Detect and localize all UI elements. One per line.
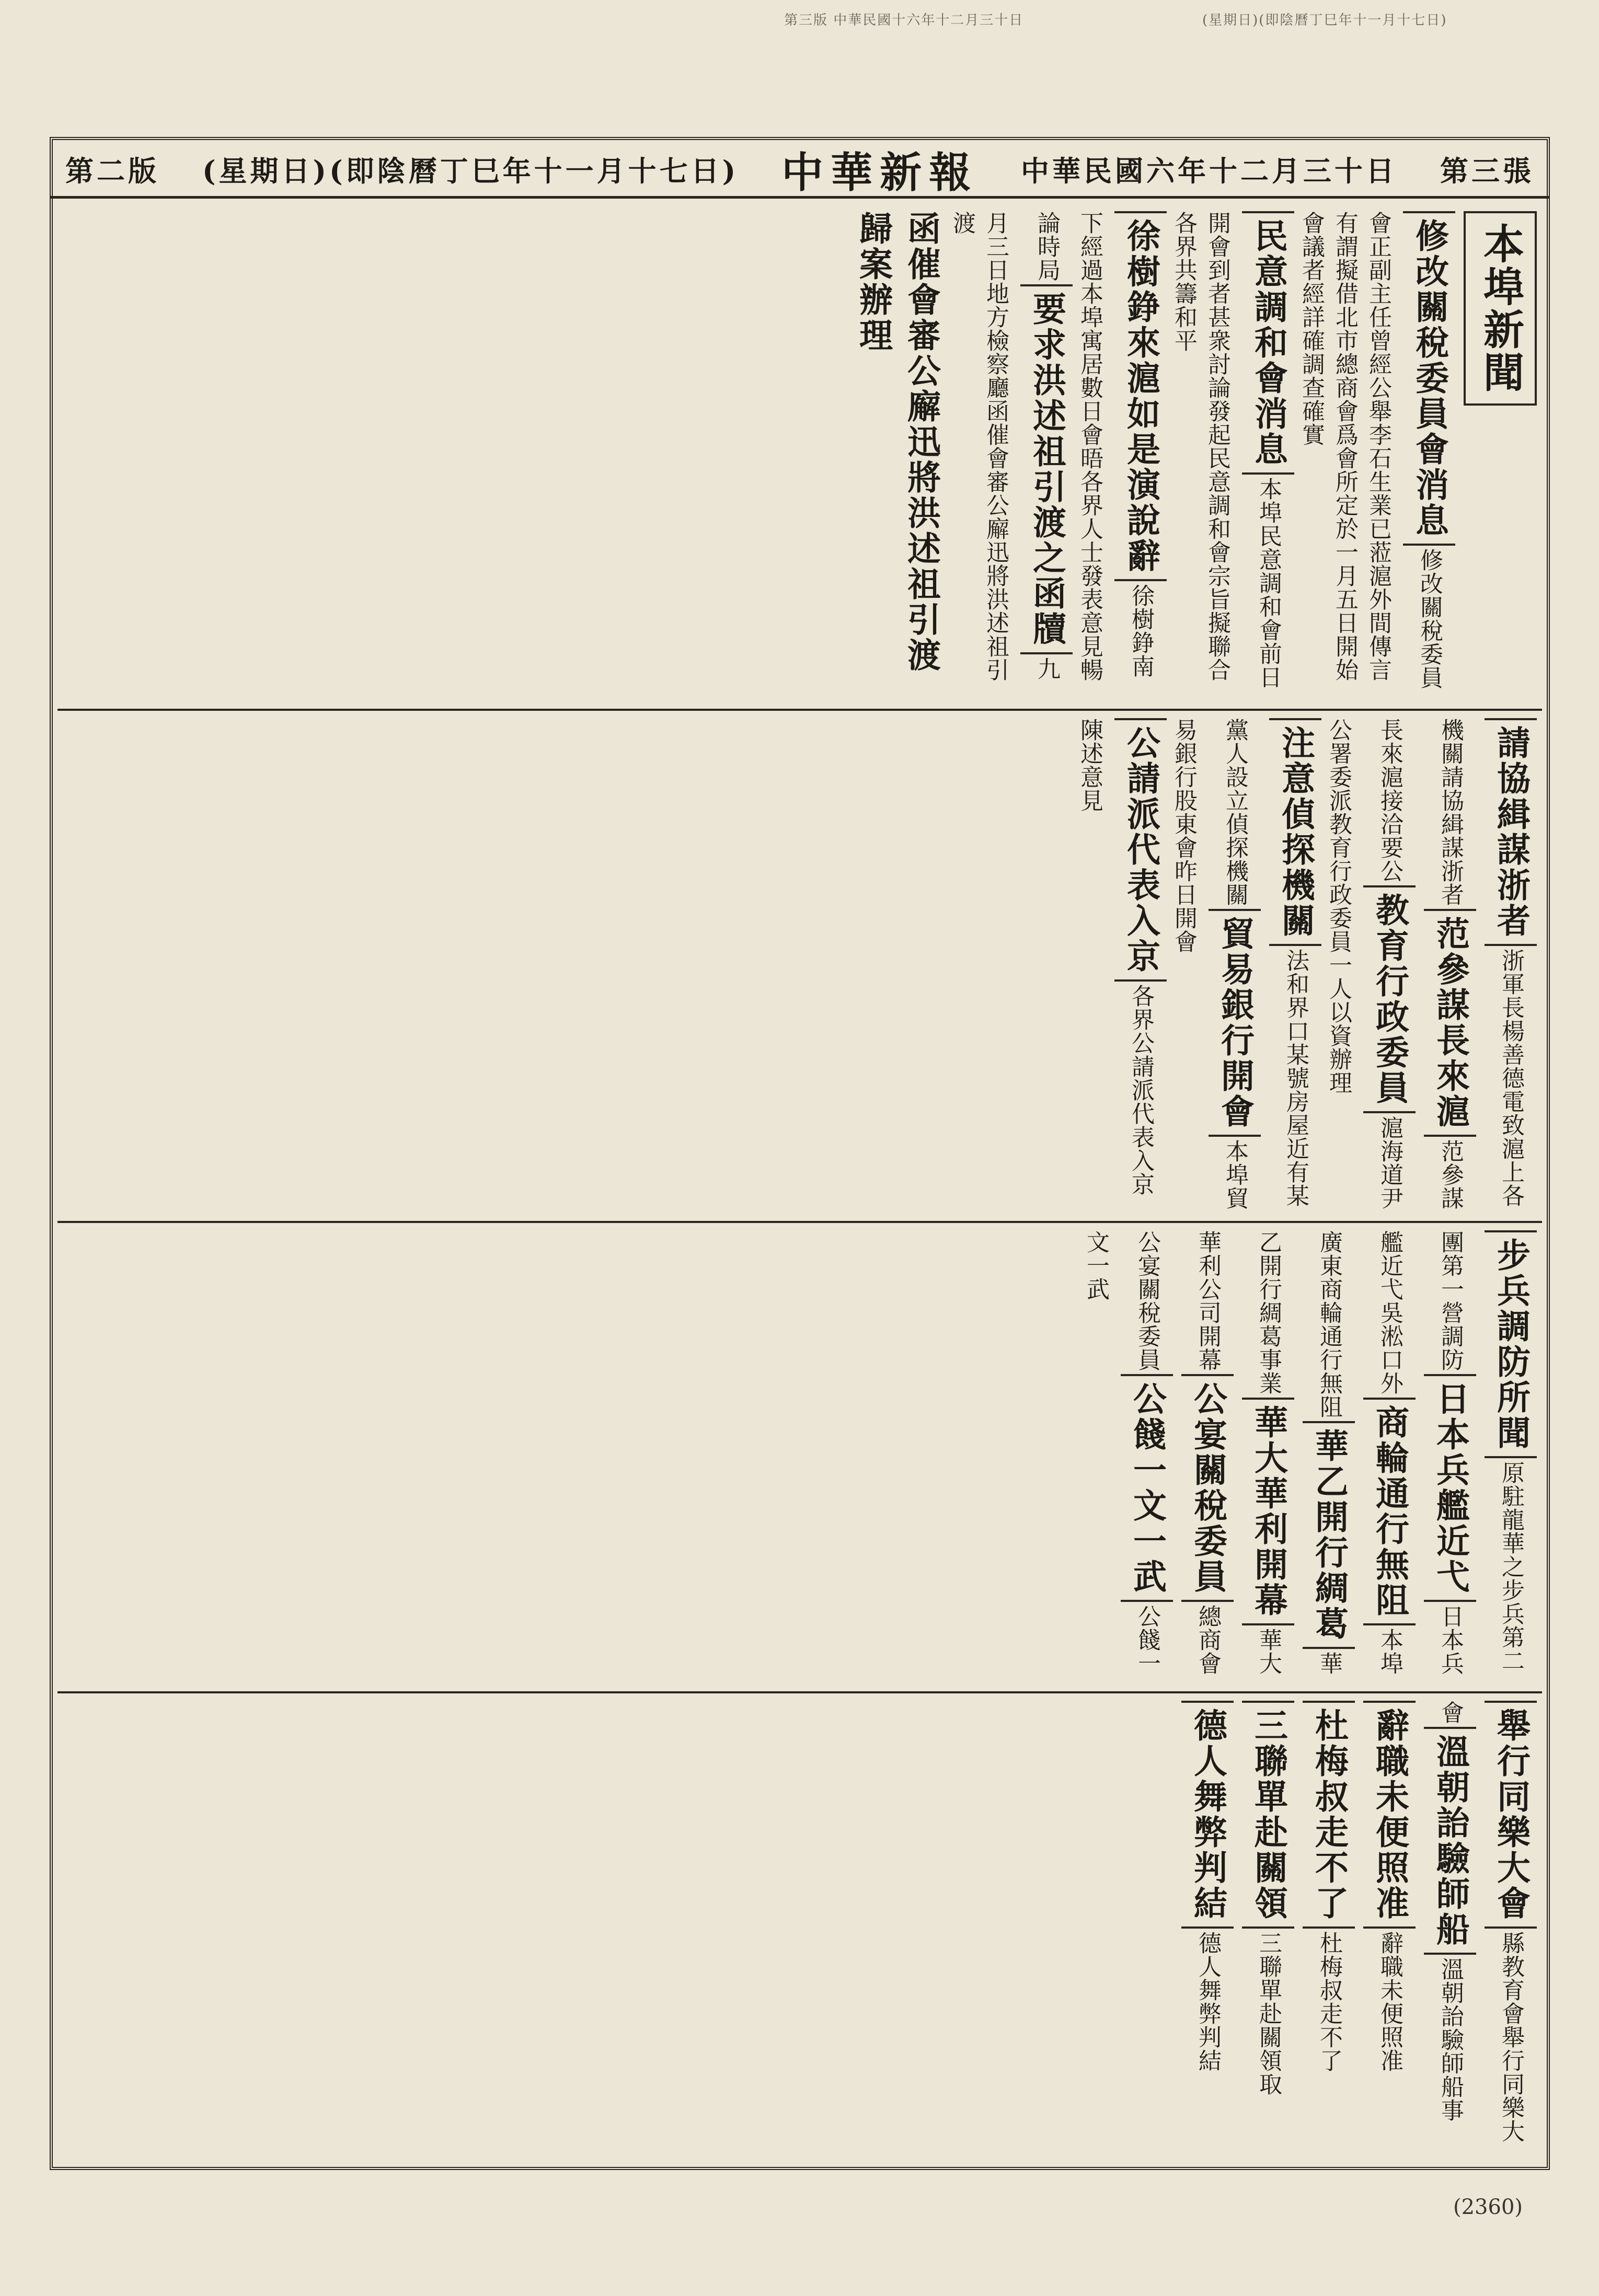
article-text: 公餞一文一武 [1083,1230,1160,1676]
article-title: 貿易銀行開會 [1209,909,1261,1137]
article-text: 本埠民意調和會前日開會到者甚衆討論發起民意調和會宗旨擬聯合各界共籌和平 [1170,211,1282,689]
article-title: 華乙開行綢葛 [1303,1421,1355,1649]
article-title: 德人舞弊判結 [1181,1701,1234,1929]
article-title: 日本兵艦近弋 [1424,1374,1476,1602]
article-title: 函催會審公廨迅將洪述祖引渡歸案辦理 [854,211,941,673]
article-text: 縣教育會舉行同樂大會 [1437,1701,1524,2143]
article-text: 徐樹錚南下經過本埠寓居數日會晤各界人士發表意見暢論時局 [1033,211,1154,682]
article-title: 華大華利開幕 [1242,1398,1294,1625]
article-title: 公宴關稅委員 [1181,1374,1234,1602]
article-title: 舉行同樂大會 [1485,1701,1537,1929]
newspaper-header [50,141,1550,199]
article-title: 溫朝詒驗師船 [1424,1727,1476,1955]
top-edge-strip [0,0,1599,37]
article-text: 修改關稅委員會正副主任曾經公舉李石生業已蒞滬外間傳言有謂擬借北市總商會爲會所定於一月五日開始會議者經詳確調查確實 [1298,211,1443,690]
article-text: 日本兵艦近弋吳淞口外 [1376,1230,1464,1676]
article-text: 各界公請派代表入京陳述意見 [1076,718,1154,1196]
article-text: 總商會公宴關稅委員 [1134,1230,1221,1676]
band-4 [57,1693,1542,2164]
left-date: (星期日)(即陰曆丁巳年十一月十七日) [202,154,739,188]
article-title: 請協緝謀浙者 [1485,718,1537,946]
article-title: 三聯單赴關領 [1242,1701,1294,1929]
article-title: 步兵調防所聞 [1485,1230,1537,1458]
page-number: (2360) [1453,2195,1523,2219]
article-title: 范參謀長來滬 [1424,909,1476,1137]
article-body [57,204,1542,2164]
article-text: 原駐龍華之步兵第二團第一營調防 [1437,1230,1524,1673]
top-edge-left-fragment: 第三版 中華民國十六年十二月三十日 [784,13,1024,28]
article-title: 商輪通行無阻 [1363,1398,1416,1625]
section-title: 本埠新聞 [1464,211,1537,406]
article-text: 九月三日地方檢察廳函催會審公廨迅將洪述祖引渡 [949,211,1060,682]
article-text: 三聯單赴關領取 [1255,1931,1282,2096]
article-title: 公餞一文一武 [1121,1374,1173,1602]
article-text: 法和界口某號房屋近有某黨人設立偵探機關 [1222,718,1309,1208]
article-title: 徐樹錚來滬如是演說辭 [1114,211,1167,581]
band-1 [57,204,1542,711]
article-title: 教育行政委員 [1363,885,1416,1113]
masthead: 中華新報 [781,147,979,197]
article-text: 滬海道尹公署委派教育行政委員一人以資辦理 [1325,718,1403,1210]
top-edge-right-fragment: (星期日)(即陰曆丁巳年十一月十七日) [1202,13,1447,28]
article-title: 要求洪述祖引渡之函牘 [1020,284,1073,654]
edition-left: 第二版 [65,154,159,188]
band-2 [57,711,1542,1223]
article-text: 本埠廣東商輪通行無阻 [1316,1230,1403,1676]
edition-right: 第三張 [1440,154,1534,188]
article-title: 民意調和會消息 [1242,211,1294,475]
article-title: 公請派代表入京 [1114,718,1167,982]
article-text: 溫朝詒驗師船事 [1437,1957,1464,2122]
article-text: 浙軍長楊善德電致滬上各機關請協緝謀浙者 [1437,718,1524,1208]
article-title: 杜梅叔走不了 [1303,1701,1355,1929]
article-text: 杜梅叔走不了 [1316,1931,1342,2073]
article-title: 辭職未便照准 [1363,1701,1416,1929]
article-text: 德人舞弊判結 [1194,1931,1221,2073]
band-3 [57,1223,1542,1693]
article-text: 范參謀長來滬接洽要公 [1376,718,1464,1210]
article-text: 華乙開行綢葛事業 [1255,1230,1342,1676]
article-text: 本埠貿易銀行股東會昨日開會 [1170,718,1248,1210]
article-text: 辭職未便照准 [1376,1931,1403,2073]
right-date: 中華民國六年十二月三十日 [1021,154,1398,188]
article-title: 修改關稅委員會消息 [1403,211,1455,546]
article-title: 注意偵探機關 [1269,718,1321,946]
article-text: 華大華利公司開幕 [1194,1230,1282,1676]
